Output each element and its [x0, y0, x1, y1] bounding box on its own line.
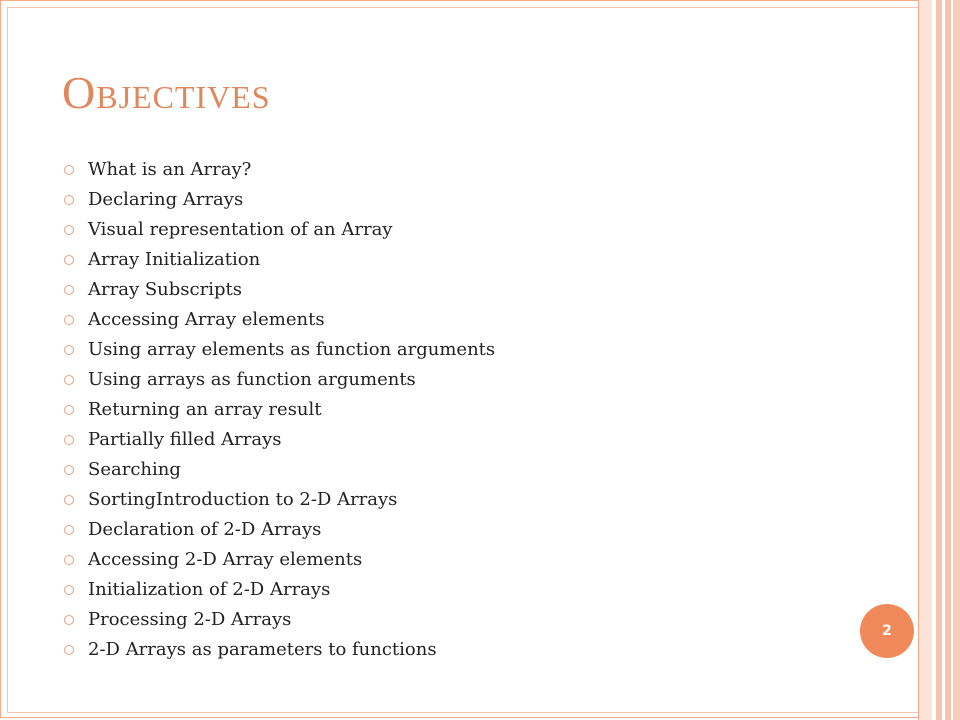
circle-bullet-icon [64, 645, 74, 655]
circle-bullet-icon [64, 195, 74, 205]
bullet-item [62, 245, 495, 275]
bullet-item [62, 185, 495, 215]
circle-bullet-icon [64, 345, 74, 355]
bullet-text: Processing 2-D Arrays [88, 609, 292, 630]
circle-bullet-icon [64, 555, 74, 565]
decorative-stripe [918, 0, 932, 720]
bullet-item [62, 635, 495, 665]
bullet-text: SortingIntroduction to 2-D Arrays [88, 489, 398, 510]
bullet-text: Accessing Array elements [88, 309, 325, 330]
bullet-item [62, 605, 495, 635]
bullet-text: Partially filled Arrays [88, 429, 282, 450]
bullet-item [62, 545, 495, 575]
bullet-text: Initialization of 2-D Arrays [88, 579, 331, 600]
circle-bullet-icon [64, 285, 74, 295]
bullet-text: Accessing 2-D Array elements [88, 549, 363, 570]
bullet-text: 2-D Arrays as parameters to functions [88, 639, 437, 660]
decorative-stripe [953, 0, 960, 720]
bullet-text: Visual representation of an Array [88, 219, 393, 240]
bullet-text: Declaration of 2-D Arrays [88, 519, 322, 540]
circle-bullet-icon [64, 225, 74, 235]
bullet-text: Declaring Arrays [88, 189, 244, 210]
bullet-text: What is an Array? [88, 159, 252, 180]
circle-bullet-icon [64, 315, 74, 325]
bullet-item [62, 515, 495, 545]
slide-title: Objectives [62, 67, 271, 118]
circle-bullet-icon [64, 615, 74, 625]
circle-bullet-icon [64, 435, 74, 445]
bullet-text: Using arrays as function arguments [88, 369, 416, 390]
bullet-text: Returning an array result [88, 399, 322, 420]
bullet-item [62, 455, 495, 485]
bullet-text: Array Subscripts [88, 279, 242, 300]
circle-bullet-icon [64, 495, 74, 505]
bullet-item [62, 275, 495, 305]
circle-bullet-icon [64, 375, 74, 385]
circle-bullet-icon [64, 585, 74, 595]
bullet-item [62, 335, 495, 365]
bullet-text: Using array elements as function arguments [88, 339, 496, 360]
bullet-item [62, 365, 495, 395]
bullet-item [62, 575, 495, 605]
circle-bullet-icon [64, 165, 74, 175]
bullet-text: Searching [88, 459, 181, 480]
bullet-item [62, 395, 495, 425]
bullet-text: Array Initialization [88, 249, 261, 270]
objectives-list [62, 155, 495, 665]
bullet-item [62, 215, 495, 245]
circle-bullet-icon [64, 255, 74, 265]
page-number-badge: 2 [860, 604, 914, 658]
bullet-item [62, 485, 495, 515]
bullet-item [62, 305, 495, 335]
circle-bullet-icon [64, 405, 74, 415]
bullet-item [62, 155, 495, 185]
circle-bullet-icon [64, 525, 74, 535]
bullet-item [62, 425, 495, 455]
circle-bullet-icon [64, 465, 74, 475]
